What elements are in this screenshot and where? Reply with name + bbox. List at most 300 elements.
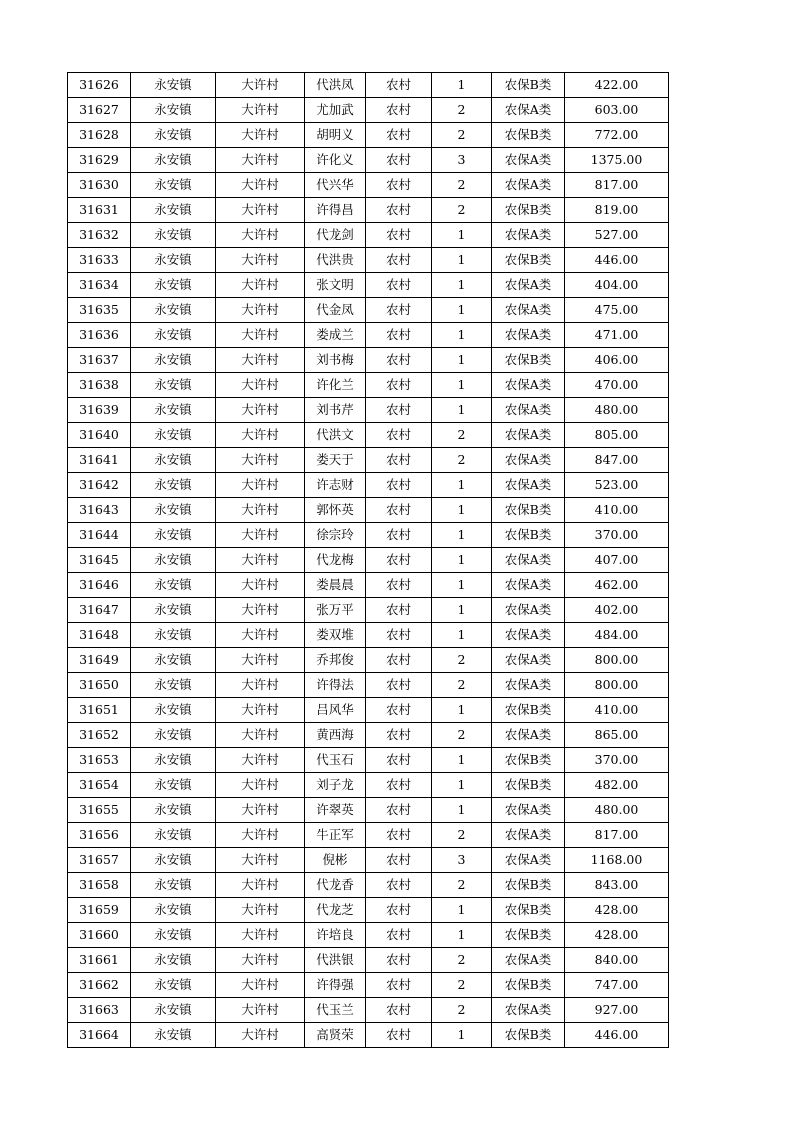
table-row (68, 348, 669, 373)
table-row (68, 548, 669, 573)
town-cell: 永安镇 (131, 598, 216, 623)
insurance-category-cell: 农保A类 (492, 448, 565, 473)
amount-cell: 407.00 (565, 548, 669, 573)
village-cell: 大许村 (216, 573, 305, 598)
village-cell: 大许村 (216, 773, 305, 798)
household-size-cell: 1 (432, 298, 492, 323)
name-cell: 娄双堆 (305, 623, 366, 648)
table-row (68, 473, 669, 498)
amount-cell: 805.00 (565, 423, 669, 448)
village-cell: 大许村 (216, 748, 305, 773)
town-cell: 永安镇 (131, 798, 216, 823)
village-cell: 大许村 (216, 273, 305, 298)
village-cell: 大许村 (216, 898, 305, 923)
insurance-category-cell: 农保A类 (492, 573, 565, 598)
amount-cell: 800.00 (565, 648, 669, 673)
area-type-cell: 农村 (366, 448, 432, 473)
name-cell: 代洪凤 (305, 73, 366, 98)
name-cell: 胡明义 (305, 123, 366, 148)
insurance-category-cell: 农保B类 (492, 248, 565, 273)
name-cell: 许培良 (305, 923, 366, 948)
record-id-cell: 31631 (68, 198, 131, 223)
table-row (68, 448, 669, 473)
record-id-cell: 31641 (68, 448, 131, 473)
household-size-cell: 1 (432, 598, 492, 623)
village-cell: 大许村 (216, 323, 305, 348)
village-cell: 大许村 (216, 448, 305, 473)
insurance-category-cell: 农保A类 (492, 673, 565, 698)
record-id-cell: 31651 (68, 698, 131, 723)
name-cell: 许化兰 (305, 373, 366, 398)
name-cell: 许化义 (305, 148, 366, 173)
record-id-cell: 31637 (68, 348, 131, 373)
amount-cell: 840.00 (565, 948, 669, 973)
record-id-cell: 31630 (68, 173, 131, 198)
name-cell: 许得昌 (305, 198, 366, 223)
village-cell: 大许村 (216, 498, 305, 523)
record-id-cell: 31662 (68, 973, 131, 998)
town-cell: 永安镇 (131, 723, 216, 748)
record-id-cell: 31650 (68, 673, 131, 698)
insurance-category-cell: 农保B类 (492, 198, 565, 223)
village-cell: 大许村 (216, 423, 305, 448)
name-cell: 代龙剑 (305, 223, 366, 248)
town-cell: 永安镇 (131, 373, 216, 398)
name-cell: 刘书梅 (305, 348, 366, 373)
area-type-cell: 农村 (366, 773, 432, 798)
village-cell: 大许村 (216, 298, 305, 323)
village-cell: 大许村 (216, 723, 305, 748)
village-cell: 大许村 (216, 398, 305, 423)
insurance-category-cell: 农保B类 (492, 1023, 565, 1048)
area-type-cell: 农村 (366, 248, 432, 273)
household-size-cell: 1 (432, 798, 492, 823)
town-cell: 永安镇 (131, 548, 216, 573)
amount-cell: 1375.00 (565, 148, 669, 173)
amount-cell: 817.00 (565, 823, 669, 848)
town-cell: 永安镇 (131, 98, 216, 123)
village-cell: 大许村 (216, 623, 305, 648)
household-size-cell: 1 (432, 323, 492, 348)
area-type-cell: 农村 (366, 648, 432, 673)
table-row (68, 723, 669, 748)
town-cell: 永安镇 (131, 898, 216, 923)
name-cell: 许得强 (305, 973, 366, 998)
insurance-category-cell: 农保B类 (492, 898, 565, 923)
insurance-category-cell: 农保B类 (492, 123, 565, 148)
area-type-cell: 农村 (366, 1023, 432, 1048)
amount-cell: 1168.00 (565, 848, 669, 873)
record-id-cell: 31633 (68, 248, 131, 273)
amount-cell: 603.00 (565, 98, 669, 123)
town-cell: 永安镇 (131, 323, 216, 348)
name-cell: 郭怀英 (305, 498, 366, 523)
area-type-cell: 农村 (366, 923, 432, 948)
insurance-category-cell: 农保B类 (492, 698, 565, 723)
record-id-cell: 31657 (68, 848, 131, 873)
name-cell: 娄晨晨 (305, 573, 366, 598)
insurance-category-cell: 农保A类 (492, 298, 565, 323)
town-cell: 永安镇 (131, 248, 216, 273)
insurance-category-cell: 农保B类 (492, 973, 565, 998)
amount-cell: 402.00 (565, 598, 669, 623)
table-row (68, 123, 669, 148)
table-row (68, 423, 669, 448)
record-id-cell: 31664 (68, 1023, 131, 1048)
area-type-cell: 农村 (366, 398, 432, 423)
table-row (68, 98, 669, 123)
name-cell: 尤加武 (305, 98, 366, 123)
village-cell: 大许村 (216, 823, 305, 848)
record-id-cell: 31656 (68, 823, 131, 848)
name-cell: 代龙芝 (305, 898, 366, 923)
town-cell: 永安镇 (131, 873, 216, 898)
table-row (68, 973, 669, 998)
town-cell: 永安镇 (131, 398, 216, 423)
village-cell: 大许村 (216, 698, 305, 723)
village-cell: 大许村 (216, 648, 305, 673)
table-row (68, 673, 669, 698)
insurance-category-cell: 农保A类 (492, 948, 565, 973)
amount-cell: 523.00 (565, 473, 669, 498)
amount-cell: 475.00 (565, 298, 669, 323)
household-size-cell: 2 (432, 823, 492, 848)
insurance-category-cell: 农保B类 (492, 73, 565, 98)
amount-cell: 480.00 (565, 798, 669, 823)
table-row (68, 148, 669, 173)
table-row (68, 598, 669, 623)
area-type-cell: 农村 (366, 98, 432, 123)
record-id-cell: 31644 (68, 523, 131, 548)
area-type-cell: 农村 (366, 723, 432, 748)
town-cell: 永安镇 (131, 948, 216, 973)
name-cell: 许志财 (305, 473, 366, 498)
table-row (68, 523, 669, 548)
household-size-cell: 2 (432, 448, 492, 473)
village-cell: 大许村 (216, 173, 305, 198)
table-row (68, 73, 669, 98)
area-type-cell: 农村 (366, 998, 432, 1023)
amount-cell: 428.00 (565, 898, 669, 923)
record-id-cell: 31643 (68, 498, 131, 523)
record-id-cell: 31654 (68, 773, 131, 798)
amount-cell: 370.00 (565, 523, 669, 548)
village-cell: 大许村 (216, 948, 305, 973)
insurance-category-cell: 农保A类 (492, 373, 565, 398)
town-cell: 永安镇 (131, 973, 216, 998)
table-row (68, 573, 669, 598)
name-cell: 徐宗玲 (305, 523, 366, 548)
name-cell: 代玉兰 (305, 998, 366, 1023)
name-cell: 代玉石 (305, 748, 366, 773)
area-type-cell: 农村 (366, 123, 432, 148)
amount-cell: 865.00 (565, 723, 669, 748)
record-id-cell: 31645 (68, 548, 131, 573)
table-row (68, 623, 669, 648)
area-type-cell: 农村 (366, 148, 432, 173)
table-row (68, 373, 669, 398)
village-cell: 大许村 (216, 348, 305, 373)
village-cell: 大许村 (216, 673, 305, 698)
amount-cell: 843.00 (565, 873, 669, 898)
village-cell: 大许村 (216, 973, 305, 998)
record-id-cell: 31640 (68, 423, 131, 448)
area-type-cell: 农村 (366, 323, 432, 348)
table-row (68, 498, 669, 523)
household-size-cell: 2 (432, 873, 492, 898)
village-cell: 大许村 (216, 848, 305, 873)
insurance-category-cell: 农保A类 (492, 723, 565, 748)
area-type-cell: 农村 (366, 698, 432, 723)
insurance-category-cell: 农保A类 (492, 998, 565, 1023)
record-id-cell: 31661 (68, 948, 131, 973)
table-row (68, 998, 669, 1023)
table-row (68, 798, 669, 823)
household-size-cell: 2 (432, 423, 492, 448)
amount-cell: 462.00 (565, 573, 669, 598)
name-cell: 代龙香 (305, 873, 366, 898)
record-id-cell: 31659 (68, 898, 131, 923)
table-row (68, 773, 669, 798)
household-size-cell: 2 (432, 973, 492, 998)
name-cell: 黄西海 (305, 723, 366, 748)
record-id-cell: 31634 (68, 273, 131, 298)
town-cell: 永安镇 (131, 198, 216, 223)
amount-cell: 847.00 (565, 448, 669, 473)
amount-cell: 819.00 (565, 198, 669, 223)
area-type-cell: 农村 (366, 298, 432, 323)
insurance-category-cell: 农保A类 (492, 823, 565, 848)
table-row (68, 748, 669, 773)
area-type-cell: 农村 (366, 523, 432, 548)
household-size-cell: 1 (432, 373, 492, 398)
town-cell: 永安镇 (131, 998, 216, 1023)
area-type-cell: 农村 (366, 498, 432, 523)
village-cell: 大许村 (216, 148, 305, 173)
insurance-category-cell: 农保A类 (492, 598, 565, 623)
table-row (68, 873, 669, 898)
area-type-cell: 农村 (366, 623, 432, 648)
amount-cell: 410.00 (565, 498, 669, 523)
household-size-cell: 1 (432, 898, 492, 923)
village-cell: 大许村 (216, 473, 305, 498)
record-id-cell: 31655 (68, 798, 131, 823)
data-table (67, 72, 669, 1048)
town-cell: 永安镇 (131, 523, 216, 548)
insurance-category-cell: 农保A类 (492, 223, 565, 248)
record-id-cell: 31639 (68, 398, 131, 423)
record-id-cell: 31632 (68, 223, 131, 248)
town-cell: 永安镇 (131, 648, 216, 673)
table-row (68, 398, 669, 423)
amount-cell: 446.00 (565, 1023, 669, 1048)
amount-cell: 446.00 (565, 248, 669, 273)
area-type-cell: 农村 (366, 473, 432, 498)
name-cell: 代龙梅 (305, 548, 366, 573)
area-type-cell: 农村 (366, 873, 432, 898)
insurance-category-cell: 农保A类 (492, 398, 565, 423)
table-row (68, 273, 669, 298)
insurance-category-cell: 农保B类 (492, 523, 565, 548)
amount-cell: 404.00 (565, 273, 669, 298)
area-type-cell: 农村 (366, 548, 432, 573)
village-cell: 大许村 (216, 523, 305, 548)
area-type-cell: 农村 (366, 948, 432, 973)
record-id-cell: 31647 (68, 598, 131, 623)
insurance-category-cell: 农保A类 (492, 148, 565, 173)
name-cell: 许翠英 (305, 798, 366, 823)
household-size-cell: 1 (432, 573, 492, 598)
name-cell: 倪彬 (305, 848, 366, 873)
town-cell: 永安镇 (131, 848, 216, 873)
insurance-category-cell: 农保A类 (492, 848, 565, 873)
name-cell: 张万平 (305, 598, 366, 623)
area-type-cell: 农村 (366, 198, 432, 223)
amount-cell: 527.00 (565, 223, 669, 248)
insurance-category-cell: 农保A类 (492, 173, 565, 198)
table-row (68, 198, 669, 223)
name-cell: 许得法 (305, 673, 366, 698)
amount-cell: 370.00 (565, 748, 669, 773)
record-id-cell: 31660 (68, 923, 131, 948)
village-cell: 大许村 (216, 798, 305, 823)
household-size-cell: 2 (432, 123, 492, 148)
name-cell: 刘子龙 (305, 773, 366, 798)
insurance-category-cell: 农保A类 (492, 423, 565, 448)
town-cell: 永安镇 (131, 923, 216, 948)
town-cell: 永安镇 (131, 348, 216, 373)
town-cell: 永安镇 (131, 423, 216, 448)
record-id-cell: 31642 (68, 473, 131, 498)
area-type-cell: 农村 (366, 73, 432, 98)
household-size-cell: 1 (432, 1023, 492, 1048)
village-cell: 大许村 (216, 998, 305, 1023)
insurance-category-cell: 农保A类 (492, 623, 565, 648)
name-cell: 张文明 (305, 273, 366, 298)
amount-cell: 410.00 (565, 698, 669, 723)
table-row (68, 173, 669, 198)
insurance-category-cell: 农保A类 (492, 473, 565, 498)
record-id-cell: 31653 (68, 748, 131, 773)
amount-cell: 817.00 (565, 173, 669, 198)
town-cell: 永安镇 (131, 673, 216, 698)
household-size-cell: 2 (432, 98, 492, 123)
record-id-cell: 31629 (68, 148, 131, 173)
household-size-cell: 1 (432, 73, 492, 98)
table-row (68, 223, 669, 248)
area-type-cell: 农村 (366, 748, 432, 773)
area-type-cell: 农村 (366, 848, 432, 873)
table-body (68, 73, 669, 1048)
amount-cell: 484.00 (565, 623, 669, 648)
household-size-cell: 2 (432, 998, 492, 1023)
village-cell: 大许村 (216, 548, 305, 573)
table-row (68, 1023, 669, 1048)
table-row (68, 648, 669, 673)
amount-cell: 482.00 (565, 773, 669, 798)
town-cell: 永安镇 (131, 623, 216, 648)
table-row (68, 848, 669, 873)
insurance-category-cell: 农保B类 (492, 348, 565, 373)
record-id-cell: 31628 (68, 123, 131, 148)
name-cell: 刘书芹 (305, 398, 366, 423)
town-cell: 永安镇 (131, 148, 216, 173)
town-cell: 永安镇 (131, 223, 216, 248)
insurance-category-cell: 农保B类 (492, 873, 565, 898)
table-row (68, 298, 669, 323)
area-type-cell: 农村 (366, 573, 432, 598)
insurance-category-cell: 农保A类 (492, 648, 565, 673)
household-size-cell: 1 (432, 523, 492, 548)
area-type-cell: 农村 (366, 823, 432, 848)
amount-cell: 428.00 (565, 923, 669, 948)
table-row (68, 323, 669, 348)
town-cell: 永安镇 (131, 73, 216, 98)
name-cell: 代洪银 (305, 948, 366, 973)
household-size-cell: 1 (432, 473, 492, 498)
household-size-cell: 1 (432, 748, 492, 773)
household-size-cell: 1 (432, 773, 492, 798)
household-size-cell: 1 (432, 498, 492, 523)
village-cell: 大许村 (216, 198, 305, 223)
insurance-category-cell: 农保A类 (492, 548, 565, 573)
household-size-cell: 1 (432, 223, 492, 248)
insurance-category-cell: 农保B类 (492, 773, 565, 798)
name-cell: 代兴华 (305, 173, 366, 198)
name-cell: 娄天于 (305, 448, 366, 473)
amount-cell: 471.00 (565, 323, 669, 348)
area-type-cell: 农村 (366, 223, 432, 248)
village-cell: 大许村 (216, 873, 305, 898)
name-cell: 牛正军 (305, 823, 366, 848)
insurance-category-cell: 农保A类 (492, 323, 565, 348)
town-cell: 永安镇 (131, 773, 216, 798)
record-id-cell: 31649 (68, 648, 131, 673)
household-size-cell: 2 (432, 173, 492, 198)
village-cell: 大许村 (216, 598, 305, 623)
town-cell: 永安镇 (131, 573, 216, 598)
village-cell: 大许村 (216, 923, 305, 948)
amount-cell: 800.00 (565, 673, 669, 698)
table-row (68, 923, 669, 948)
record-id-cell: 31658 (68, 873, 131, 898)
amount-cell: 927.00 (565, 998, 669, 1023)
household-size-cell: 1 (432, 923, 492, 948)
table-row (68, 823, 669, 848)
household-size-cell: 3 (432, 148, 492, 173)
area-type-cell: 农村 (366, 273, 432, 298)
household-size-cell: 1 (432, 623, 492, 648)
record-id-cell: 31626 (68, 73, 131, 98)
table-row (68, 248, 669, 273)
table-row (68, 948, 669, 973)
insurance-category-cell: 农保A类 (492, 98, 565, 123)
insurance-category-cell: 农保A类 (492, 798, 565, 823)
area-type-cell: 农村 (366, 798, 432, 823)
amount-cell: 422.00 (565, 73, 669, 98)
household-size-cell: 1 (432, 398, 492, 423)
insurance-category-cell: 农保A类 (492, 273, 565, 298)
area-type-cell: 农村 (366, 373, 432, 398)
record-id-cell: 31663 (68, 998, 131, 1023)
village-cell: 大许村 (216, 373, 305, 398)
household-size-cell: 2 (432, 723, 492, 748)
household-size-cell: 1 (432, 698, 492, 723)
name-cell: 代洪文 (305, 423, 366, 448)
town-cell: 永安镇 (131, 698, 216, 723)
area-type-cell: 农村 (366, 173, 432, 198)
village-cell: 大许村 (216, 98, 305, 123)
